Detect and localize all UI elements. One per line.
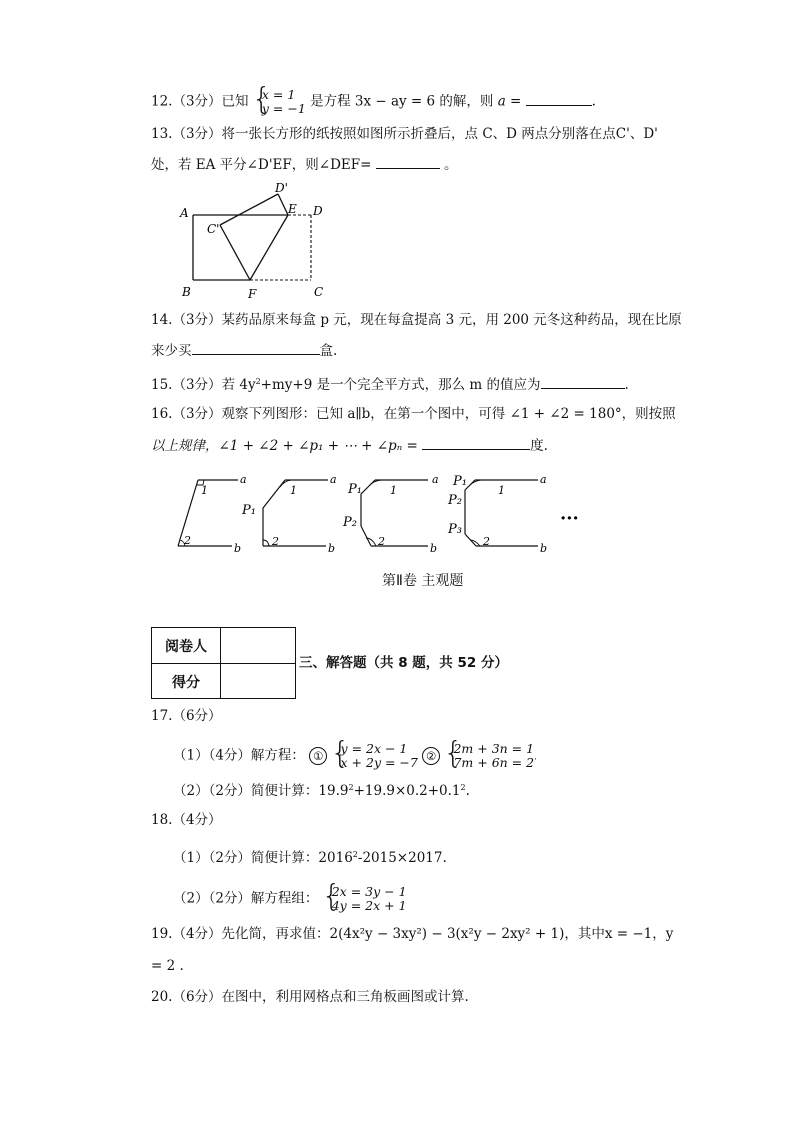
answer-blank[interactable] <box>422 437 530 450</box>
fig4-label-p1: P₁ <box>453 474 467 489</box>
equation-system-1: { y = 2x − 1 x + 2y = −7 <box>332 742 418 770</box>
fig4-label-2: 2 <box>483 535 490 548</box>
fig1-label-b: b <box>234 542 242 555</box>
q18-part1: （1）（2分）简便计算：$2016^2-2015\times 2017$. <box>173 850 447 866</box>
fig4-angle-mark-1 <box>470 480 481 485</box>
fig3-label-p2: P₂ <box>343 515 357 530</box>
reviewer-label: 阅卷人 <box>152 628 221 663</box>
score-cell[interactable] <box>221 664 295 699</box>
fig4-label-p2: P₂ <box>448 493 462 508</box>
equation-system-2: { 2m + 3n = 1 7m + 6n = 2 <box>444 742 534 770</box>
score-table <box>151 627 296 699</box>
equation-system-3: { 2x = 3y − 1 4y = 2x + 1 <box>323 885 407 913</box>
fig4-label-1: 1 <box>498 484 505 497</box>
fig3-label-1: 1 <box>390 484 397 497</box>
answer-blank[interactable] <box>541 376 625 389</box>
q19-line1: 19.（4分）先化简，再求值：2(4x²y − 3xy²) − 3(x²y − 2xy² + 1)，其中x = −1，y <box>151 926 674 942</box>
label-b: B <box>182 285 191 299</box>
equation-system: { x = 1 y = −1 <box>253 88 306 116</box>
fig1-label-1: 1 <box>201 484 208 497</box>
reviewer-cell[interactable] <box>221 628 295 663</box>
q16-line2: 以上规律，∠1 + ∠2 + ∠p₁ + ⋯ + ∠pₙ = 度. <box>151 438 548 454</box>
label-f: F <box>248 287 257 301</box>
fig4-label-a: a <box>540 473 547 486</box>
folding-rectangle-figure <box>178 180 338 302</box>
q18-head: 18.（4分） <box>151 812 222 828</box>
continuation-dots: ··· <box>560 508 579 529</box>
q15: 15.（3分）若 $4y^2+my+9$ 是一个完全平方式，那么 m 的值应为 . <box>151 377 629 393</box>
edge-c1d1 <box>220 194 278 225</box>
parallel-lines-figures <box>170 468 620 560</box>
answer-blank[interactable] <box>526 93 592 106</box>
fig3-label-2: 2 <box>378 535 385 548</box>
fig3-angle-mark-1 <box>369 480 381 486</box>
fold-line-ef <box>250 215 288 280</box>
label-d-prime: D' <box>275 181 288 195</box>
fig2-label-b: b <box>328 542 336 555</box>
fig2-label-p1: P₁ <box>242 503 256 518</box>
answer-blank[interactable] <box>192 342 320 355</box>
fig2-angle-mark-2 <box>263 540 269 546</box>
q16-line1: 16.（3分）观察下列图形：已知 a∥b，在第一个图中，可得 ∠1 + ∠2 = 180°，则按照 <box>151 406 676 422</box>
q20-line1: 20.（6分）在图中，利用网格点和三角板画图或计算. <box>151 989 469 1005</box>
fig2-label-2: 2 <box>272 535 279 548</box>
q17-part1: （1）（4分）解方程： ① { y = 2x − 1 x + 2y = −7 ② { 2m + 3n = 1 7m + 6n = 2. <box>173 742 537 770</box>
q17-part2: （2）（2分）简便计算：$19.9^2+19.9\times 0.2+0.1^2$. <box>173 783 470 799</box>
fig3-label-b: b <box>430 542 438 555</box>
edge-d1e <box>278 194 288 215</box>
q14-line2: 来少买 盒. <box>151 343 338 359</box>
fig1-label-2: 2 <box>184 534 191 547</box>
fig3-label-a: a <box>432 473 439 486</box>
fig2-label-1: 1 <box>290 484 297 497</box>
q19-line2: = 2 . <box>151 958 184 974</box>
q12: 12.（3分）已知 { x = 1 y = −1 是方程 3x − ay = 6 的解，则 a = . <box>151 88 596 116</box>
score-label: 得分 <box>152 664 221 699</box>
fig3-label-p1: P₁ <box>348 482 362 497</box>
q17-head: 17.（6分） <box>151 708 222 724</box>
fig2-label-a: a <box>330 473 337 486</box>
q14-line1: 14.（3分）某药品原来每盒 p 元，现在每盒提高 3 元，用 200 元冬这种药品，现在比原 <box>151 312 682 328</box>
label-d: D <box>313 204 323 218</box>
answer-blank[interactable] <box>376 156 440 169</box>
fig4-label-b: b <box>540 542 548 555</box>
section3-title: 三、解答题（共 8 题，共 52 分） <box>299 655 508 671</box>
label-c: C <box>314 285 324 299</box>
q13-line1: 13.（3分）将一张长方形的纸按照如图所示折叠后，点 C、D 两点分别落在点C'、D' <box>151 126 658 142</box>
edge-fc1 <box>220 225 250 280</box>
label-a: A <box>180 206 189 220</box>
fig3-seg3 <box>361 526 371 546</box>
label-c-prime: C' <box>207 222 220 236</box>
part2-title: 第Ⅱ卷 主观题 <box>382 573 464 589</box>
label-e: E <box>288 202 297 216</box>
fig4-label-p3: P₃ <box>448 522 462 537</box>
q13-line2: 处，若 EA 平分∠D'EF，则∠DEF= 。 <box>151 157 458 173</box>
reviewer-row <box>152 628 295 664</box>
circled-2: ② <box>422 747 440 765</box>
circled-1: ① <box>309 747 327 765</box>
fig1-label-a: a <box>240 473 247 486</box>
score-row <box>152 664 295 699</box>
q18-part2: （2）（2分）解方程组： { 2x = 3y − 1 4y = 2x + 1 <box>173 885 407 913</box>
